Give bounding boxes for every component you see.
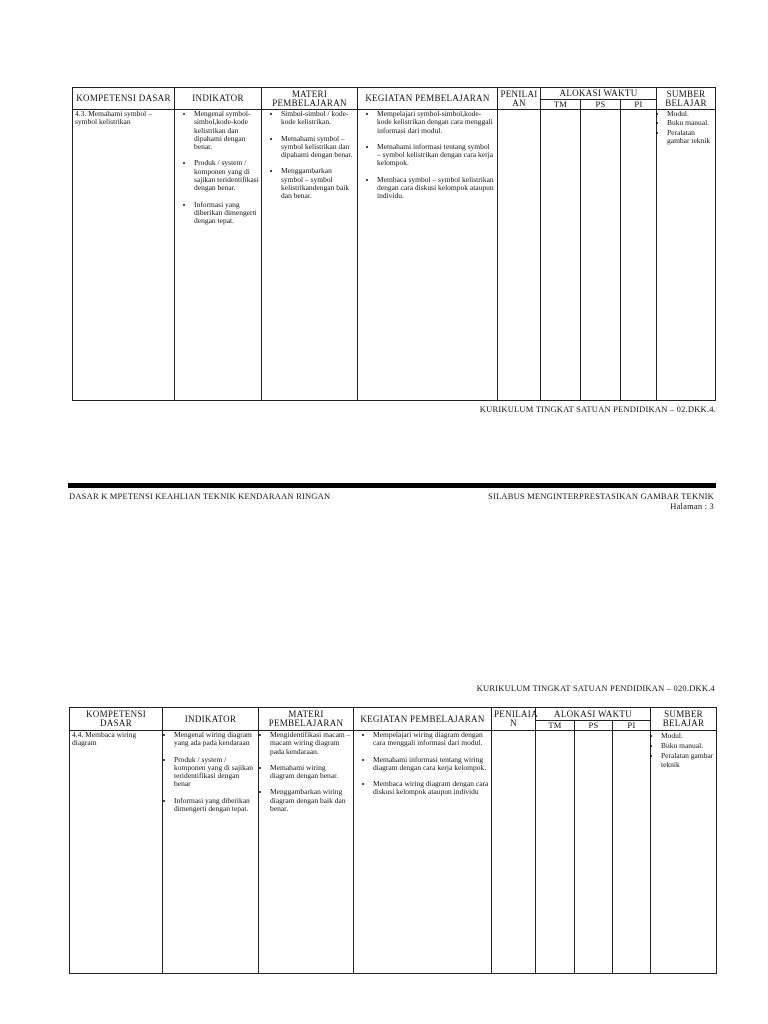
list-item: • Peralatan gambar teknik [661, 751, 714, 769]
header-kompetensi: KOMPETENSI DASAR [73, 88, 175, 110]
header-penilaian: PENILAI AN [498, 88, 541, 110]
header-materi: MATERI PEMBELAJARAN [259, 708, 354, 731]
list-item: • Membaca wiring diagram dengan cara diskusi kelompok ataupun individu [373, 780, 489, 797]
list-item: • Mengenal symbol-simbol,kode-kode kelistrikan dan dipahami dengan benar. [194, 110, 259, 151]
indikator-cell [175, 110, 262, 401]
table-row [73, 110, 716, 401]
header-penilaian: PENILAIA N [492, 708, 536, 731]
page-number: Halaman : 3 [670, 501, 714, 511]
table-row [70, 731, 717, 974]
list-item: • Informasi yang diberikan dimengerti dengan tepat. [174, 797, 256, 814]
header-ps: PS [581, 100, 621, 110]
list-item: • Mempelajari wiring diagram dengan cara menggali informasi dari modul. [373, 731, 489, 748]
sumber-cell [651, 731, 717, 974]
header-tm: TM [541, 100, 581, 110]
syllabus-table-1 [72, 87, 716, 401]
list-item: • Mempelajari symbol-simbol,kode-kode kelistrikan dengan cara menggali informasi dari modul. [377, 110, 495, 135]
header-alokasi-waktu: ALOKASI WAKTU [536, 708, 651, 721]
list-item: • Informasi yang diberikan dimengerti dengan tepat. [194, 201, 259, 226]
header-ps: PS [575, 721, 613, 731]
page-header-right: SILABUS MENGINTERPRESTASIKAN GAMBAR TEKNIK [488, 491, 714, 501]
header-sumber: SUMBER BELAJAR [651, 708, 717, 731]
list-item: • Mengidentifikasi macam – macam wiring diagram pada kendaraan. [270, 731, 351, 756]
page-header-left: DASAR K MPETENSI KEAHLIAN TEKNIK KENDARAAN RINGAN [69, 491, 331, 501]
pi-cell [613, 731, 651, 974]
list-item: • Produk / system / komponen yang di sajikan teridentifikasi dengan benar [174, 756, 256, 789]
pi-cell [621, 110, 657, 401]
list-item: • Memahami symbol – symbol kelistrikan dan dipahami dengan benar. [281, 135, 355, 160]
list-item: • Produk / system / komponen yang di sajikan teridentifikasi dengan benar. [194, 159, 259, 192]
header-pi: PI [621, 100, 657, 110]
list-item: • Simbol-simbol / kode-kode kelistrikan. [281, 110, 355, 127]
curriculum-footer-2: KURIKULUM TINGKAT SATUAN PENDIDIKAN – 020.DKK.4 [476, 683, 715, 693]
tm-cell [541, 110, 581, 401]
penilaian-cell [498, 110, 541, 401]
header-kegiatan: KEGIATAN PEMBELAJARAN [354, 708, 492, 731]
sumber-cell [657, 110, 716, 401]
header-pi: PI [613, 721, 651, 731]
indikator-cell [163, 731, 259, 974]
list-item: • Modul. [667, 110, 713, 118]
materi-cell [259, 731, 354, 974]
list-item: • Memahami informasi tentang symbol – symbol kelistrikan dengan cara kerja kelompok. [377, 143, 495, 168]
kegiatan-cell [354, 731, 492, 974]
header-sumber: SUMBER BELAJAR [657, 88, 716, 110]
curriculum-footer-1: KURIKULUM TINGKAT SATUAN PENDIDIKAN – 02.DKK.4. [479, 404, 716, 414]
header-tm: TM [536, 721, 575, 731]
list-item: • Menggambarkan wiring diagram dengan baik dan benar. [270, 788, 351, 813]
kompetensi-cell: 4.4. Membaca wiring diagram [70, 731, 163, 974]
list-item: • Mengenal wiring diagram yang ada pada kendaraan [174, 731, 256, 748]
kompetensi-cell: 4.3. Memahami symbol – symbol kelistrikan [73, 110, 175, 401]
list-item: • Memahami informasi tentang wiring diagram dengan cara kerja kelompok. [373, 756, 489, 773]
list-item: • Memahami wiring diagram dengan benar. [270, 764, 351, 781]
header-alokasi-waktu: ALOKASI WAKTU [541, 88, 657, 100]
header-kompetensi: KOMPETENSI DASAR [70, 708, 163, 731]
ps-cell [575, 731, 613, 974]
tm-cell [536, 731, 575, 974]
header-indikator: INDIKATOR [175, 88, 262, 110]
list-item: • Peralatan gambar teknik [667, 129, 713, 146]
kegiatan-cell [358, 110, 498, 401]
list-item: • Membaca symbol – symbol kelistrikan dengan cara diskusi kelompok ataupun individu. [377, 176, 495, 201]
list-item: • Modul. [661, 731, 714, 740]
ps-cell [581, 110, 621, 401]
syllabus-table-2 [69, 707, 717, 974]
header-materi: MATERI PEMBELAJARAN [262, 88, 358, 110]
header-kegiatan: KEGIATAN PEMBELAJARAN [358, 88, 498, 110]
list-item: • Buku manual. [661, 741, 714, 750]
list-item: • Buku manual. [667, 119, 713, 127]
list-item: • Menggambarkan symbol – symbol kelistrikandengan baik dan benar. [281, 167, 355, 200]
penilaian-cell [492, 731, 536, 974]
page-divider [68, 483, 716, 488]
materi-cell [262, 110, 358, 401]
header-indikator: INDIKATOR [163, 708, 259, 731]
